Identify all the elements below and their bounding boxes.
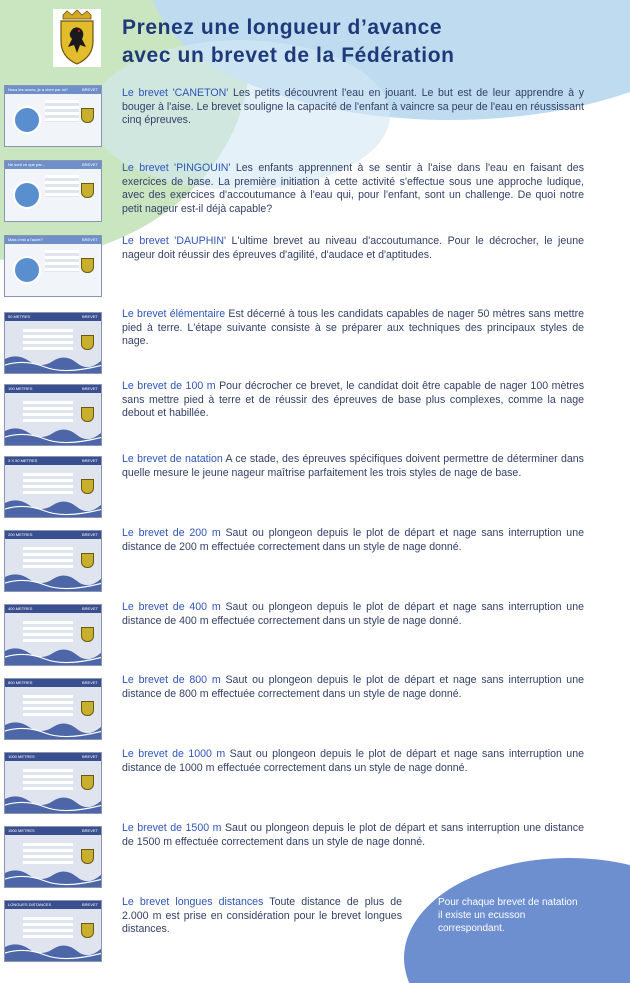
- duck-picture: [13, 106, 41, 134]
- badge-icon: [81, 258, 94, 273]
- brevet-description: Est décerné à tous les candidats capables de nager 50 mètres sans mettre pied à terre. L'étape suivante consiste à se préparer aux techniques des principaux styles de nage.: [122, 308, 584, 348]
- thumbnail-header-badge: BREVET: [81, 754, 98, 759]
- thumbnail-header-badge: BREVET: [81, 237, 98, 242]
- brevet-name: Le brevet longues distances: [122, 896, 264, 908]
- dolphin-picture: [13, 256, 41, 284]
- brevet-description: Saut ou plongeon depuis le plot de départ et nage sans interruption une distance de 800 m effectuée correctement dans un style de nage donné.: [122, 674, 584, 700]
- brevet-name: Le brevet de 800 m: [122, 674, 221, 686]
- form-lines: [45, 100, 79, 122]
- badge-icon: [81, 701, 94, 716]
- thumbnail-header-label: 50 METRES: [8, 314, 31, 319]
- badge-icon: [81, 479, 94, 494]
- thumbnail-header-label: LONGUES DISTANCES: [8, 902, 52, 907]
- form-lines: [23, 843, 73, 865]
- thumbnail-header-badge: BREVET: [81, 902, 98, 907]
- brevet-description: Saut ou plongeon depuis le plot de départ et nage sans interruption une distance de 200 m effectuée correctement dans un style de nage donné.: [122, 527, 584, 553]
- badge-icon: [81, 775, 94, 790]
- thumbnail-header-label: Ne sont ce que par...: [8, 162, 45, 167]
- brevet-100m-entry: [122, 380, 584, 421]
- brevet-name: Le brevet 'DAUPHIN': [122, 235, 227, 247]
- wave-icon: [5, 865, 102, 887]
- brevet-name: Le brevet de 100 m: [122, 380, 216, 392]
- brevet-description: A ce stade, des épreuves spécifiques doivent permettre de déterminer dans quelle mesure le jeune nageur maîtrise parfaitement les trois styles de nage de base.: [122, 453, 584, 479]
- brevet-description: Pour décrocher ce brevet, le candidat doit être capable de nager 100 mètres sans mettre pied à terre et de réussir des épreuves de base plus complexes, comme la nage debout et habillée.: [122, 380, 584, 420]
- brevet-200m-entry: [122, 527, 584, 554]
- thumbnail-header-badge: BREVET: [81, 828, 98, 833]
- form-lines: [23, 695, 73, 717]
- brevet-1500m-entry: [122, 822, 584, 849]
- brevet-400m-entry: [122, 601, 584, 628]
- thumbnail-header-badge: BREVET: [81, 162, 98, 167]
- brevet-elementaire-entry: [122, 308, 584, 349]
- thumbnail-header-badge: BREVET: [81, 314, 98, 319]
- brevet-pingouin-entry: [122, 162, 584, 216]
- brevet-name: Le brevet 'CANETON': [122, 87, 229, 99]
- thumbnail-header-badge: BREVET: [81, 87, 98, 92]
- brevet-800m-thumbnail: [4, 678, 102, 740]
- brevet-100m-thumbnail: [4, 384, 102, 446]
- brevet-1000m-thumbnail: [4, 752, 102, 814]
- brevet-longues-distances-thumbnail: [4, 900, 102, 962]
- thumbnail-header-label: 400 METRES: [8, 606, 33, 611]
- form-lines: [23, 917, 73, 939]
- brevet-description: Saut ou plongeon depuis le plot de départ et nage sans interruption une distance de 400 m effectuée correctement dans un style de nage donné.: [122, 601, 584, 627]
- brevet-dauphin-thumbnail: [4, 235, 102, 297]
- form-lines: [23, 769, 73, 791]
- badge-icon: [81, 627, 94, 642]
- brevet-name: Le brevet de natation: [122, 453, 223, 465]
- form-lines: [23, 621, 73, 643]
- ecusson-note: Pour chaque brevet de natation il existe un ecusson correspondant.: [438, 897, 578, 934]
- form-lines: [45, 250, 79, 272]
- brevet-1000m-entry: [122, 748, 584, 775]
- brevet-caneton-thumbnail: [4, 85, 102, 147]
- wave-icon: [5, 569, 102, 591]
- brevet-natation-thumbnail: [4, 456, 102, 518]
- title-line-1: Prenez une longueur d’avance: [122, 16, 443, 39]
- brevet-1500m-thumbnail: [4, 826, 102, 888]
- wave-icon: [5, 939, 102, 961]
- brevet-400m-thumbnail: [4, 604, 102, 666]
- brevet-name: Le brevet de 1500 m: [122, 822, 222, 834]
- thumbnail-header-badge: BREVET: [81, 386, 98, 391]
- badge-icon: [81, 183, 94, 198]
- thumbnail-header-badge: BREVET: [81, 680, 98, 685]
- brevet-description: Les petits découvrent l'eau en jouant. Le but est de leur apprendre à y bouger à l'aise. Le brevet souligne la capacité de l'enfant à vaincre sa peur de l'eau en réussissant cinq épreuves.: [122, 87, 584, 127]
- title-line-2: avec un brevet de la Fédération: [122, 44, 455, 67]
- brevet-description: Toute distance de plus de 2.000 m est prise en considération pour le brevet longues distances.: [122, 896, 403, 936]
- wave-icon: [5, 495, 102, 517]
- wave-icon: [5, 791, 102, 813]
- badge-icon: [81, 923, 94, 938]
- thumbnail-header-badge: BREVET: [81, 606, 98, 611]
- thumbnail-header-label: 200 METRES: [8, 532, 33, 537]
- brevet-elementaire-thumbnail: [4, 312, 102, 374]
- brevet-pingouin-thumbnail: [4, 160, 102, 222]
- thumbnail-header-badge: BREVET: [81, 532, 98, 537]
- thumbnail-header-label: 1000 METRES: [8, 754, 35, 759]
- brevet-description: Les enfants apprennent à se sentir à l'aise dans l'eau en faisant des exercices de base. La première initiation à cette activité s'effectue sous une approche ludique, avec des exercices d'accoutumance à l'eau qui, pour l'enfant, sont un challenge. De quoi notre petit nageur est-il déjà capable?: [122, 162, 584, 215]
- form-lines: [23, 329, 73, 351]
- thumbnail-header-label: 100 METRES: [8, 386, 33, 391]
- brevet-200m-thumbnail: [4, 530, 102, 592]
- badge-icon: [81, 335, 94, 350]
- wave-icon: [5, 717, 102, 739]
- thumbnail-header-label: 3 X 50 METRES: [8, 458, 38, 463]
- wave-icon: [5, 643, 102, 665]
- brevet-longues-distances-entry: [122, 896, 402, 937]
- wave-icon: [5, 423, 102, 445]
- badge-icon: [81, 407, 94, 422]
- brevet-800m-entry: [122, 674, 584, 701]
- brevet-description: Saut ou plongeon depuis le plot de départ et nage sans interruption une distance de 1000 m effectuée correctement dans un style de nage donné.: [122, 748, 584, 774]
- brevet-name: Le brevet de 400 m: [122, 601, 221, 613]
- thumbnail-header-label: Mais c'est a l'aube?: [8, 237, 43, 242]
- penguin-picture: [13, 181, 41, 209]
- page-title: [122, 14, 592, 70]
- brevet-name: Le brevet de 200 m: [122, 527, 221, 539]
- brevet-description: L'ultime brevet au niveau d'accoutumance. Pour le décrocher, le jeune nageur doit réussir des épreuves d'agilité, d'audace et d'aptitudes.: [122, 235, 584, 261]
- badge-icon: [81, 553, 94, 568]
- form-lines: [23, 473, 73, 495]
- brevet-name: Le brevet de 1000 m: [122, 748, 226, 760]
- wave-icon: [5, 351, 102, 373]
- brevet-natation-entry: [122, 453, 584, 480]
- form-lines: [45, 175, 79, 197]
- brevet-description: Saut ou plongeon depuis le plot de départ et sans interruption une distance de 1500 m effectuée correctement dans un style de nage donné.: [122, 822, 584, 848]
- form-lines: [23, 547, 73, 569]
- federation-crest-logo: [53, 9, 101, 67]
- badge-icon: [81, 849, 94, 864]
- brevet-caneton-entry: [122, 87, 584, 128]
- thumbnail-header-badge: BREVET: [81, 458, 98, 463]
- brevet-name: Le brevet 'PINGOUIN': [122, 162, 231, 174]
- brevet-dauphin-entry: [122, 235, 584, 262]
- thumbnail-header-label: 800 METRES: [8, 680, 33, 685]
- form-lines: [23, 401, 73, 423]
- thumbnail-header-label: Nous les avons, je a cheri par lui?: [8, 87, 69, 92]
- brevet-name: Le brevet élémentaire: [122, 308, 226, 320]
- badge-icon: [81, 108, 94, 123]
- thumbnail-header-label: 1500 METRES: [8, 828, 35, 833]
